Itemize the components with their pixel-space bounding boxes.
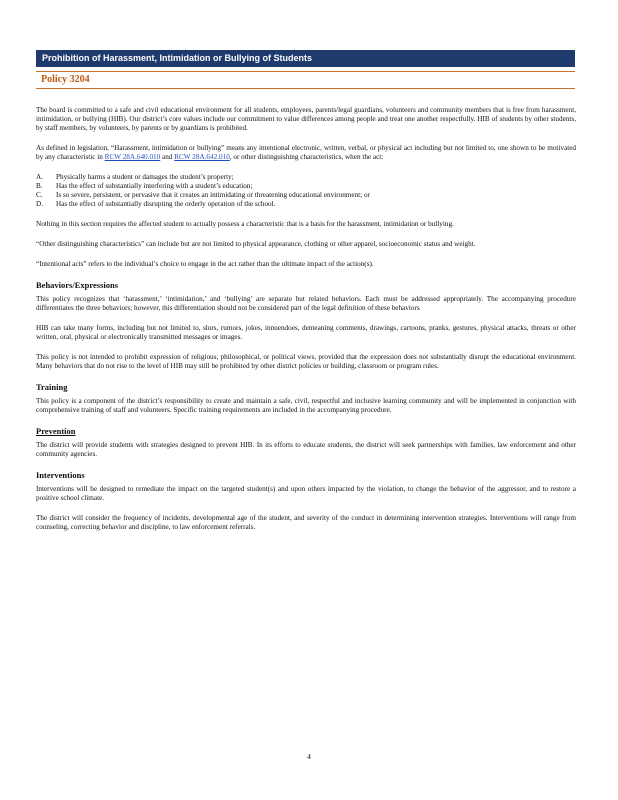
prevention-paragraph: The district will provide students with strategies designed to prevent HIB. In its efforts to educate students, the district will seek partnerships with families, law enforcement and other community agencies.	[36, 441, 576, 458]
definition-paragraph	[36, 144, 576, 162]
rcw-28a-640-010-link[interactable]: RCW 28A.640.010	[104, 153, 161, 161]
list-text: Has the effect of substantially disrupting the orderly operation of the school.	[56, 200, 276, 208]
list-text: Physically harms a student or damages the student’s property;	[56, 173, 234, 181]
interventions-paragraph: Interventions will be designed to remediate the impact on the targeted student(s) and upon others impacted by the violation, to change the behavior of the aggressor, and to restore a positive school climate.	[36, 485, 576, 502]
policy-number: Policy 3204	[41, 74, 90, 85]
definition-list	[36, 173, 576, 209]
list-item	[36, 173, 576, 182]
list-item	[36, 200, 576, 209]
list-marker: C.	[36, 191, 43, 199]
intentional-acts-paragraph: “Intentional acts” refers to the individual’s choice to engage in the act rather than the ultimate impact of the action(s).	[36, 260, 374, 268]
policy-body	[36, 106, 576, 543]
list-text: Has the effect of substantially interfering with a student’s education;	[56, 182, 253, 190]
possession-paragraph: Nothing in this section requires the affected student to actually possess a characteristic that is a basis for the harassment, intimidation or bullying.	[36, 220, 454, 228]
definition-end: , or other distinguishing characteristics, when the act:	[229, 153, 384, 161]
prevention-heading: Prevention	[36, 426, 76, 436]
policy-title: Prohibition of Harassment, Intimidation or Bullying of Students	[42, 53, 313, 63]
policy-title-bar	[36, 50, 575, 67]
other-characteristics-paragraph: “Other distinguishing characteristics” can include but are not limited to physical appearance, clothing or other apparel, socioeconomic status and weight.	[36, 240, 476, 248]
rcw-28a-642-010-link[interactable]: RCW 28A.642.010	[174, 153, 230, 161]
list-item	[36, 182, 576, 191]
intro-paragraph: The board is committed to a safe and civil educational environment for all students, employees, parents/legal guardians, volunteers and community members that is free from harassment, intimidation, or bullying (HIB). Our district’s core values include our commitment to value differences among people and treat one another respectfully. HIB of students by other students, by staff members, by volunteers, by parents or by guardians is prohibited.	[36, 106, 576, 132]
definition-text: As defined in legislation, “Harassment, intimidation or bullying” means any intentional electronic, written, verbal, or physical act including but not limited to, one shown to be motivated by any characteristic in	[36, 144, 576, 161]
training-paragraph: This policy is a component of the district’s responsibility to create and maintain a safe, civil, respectful and inclusive learning community and will be implemented in conjunction with comprehensive training of staff and volunteers. Specific training requirements are included in the accompanying procedure.	[36, 397, 576, 414]
behaviors-paragraph: This policy recognizes that ‘harassment,’ ‘intimidation,’ and ‘bullying’ are separate but related behaviors. Each must be addressed appropriately. The accompanying procedure differentiates the three behaviors; however, this differentiation should not be considered part of the legal definition of these behaviors	[36, 295, 576, 312]
expression-paragraph: This policy is not intended to prohibit expression of religious, philosophical, or political views, provided that the expression does not substantially disrupt the educational environment. Many behaviors that do not rise to the level of HIB may still be prohibited by other district policies or building, classroom or program rules.	[36, 353, 576, 370]
hib-forms-paragraph: HIB can take many forms, including but not limited to, slurs, rumors, jokes, innuendoes, demeaning comments, drawings, cartoons, pranks, gestures, physical attacks, threats or other written, oral, physical or electronically transmitted messages or images.	[36, 324, 576, 341]
training-heading: Training	[36, 382, 68, 392]
list-marker: B.	[36, 182, 43, 190]
list-marker: D.	[36, 200, 43, 208]
list-item	[36, 191, 576, 200]
list-text: Is so severe, persistent, or pervasive that it creates an intimidating or threatening educational environment; or	[56, 191, 370, 199]
intervention-strategies-paragraph: The district will consider the frequency of incidents, developmental age of the student, and severity of the conduct in determining intervention strategies. Interventions will range from counseling, correcting behavior and discipline, to law enforcement referrals.	[36, 514, 576, 531]
list-marker: A.	[36, 173, 43, 181]
definition-and: and	[162, 153, 173, 161]
interventions-heading: Interventions	[36, 470, 85, 480]
behaviors-heading: Behaviors/Expressions	[36, 280, 119, 290]
policy-number-row	[36, 71, 575, 89]
page-number: 4	[307, 752, 311, 761]
